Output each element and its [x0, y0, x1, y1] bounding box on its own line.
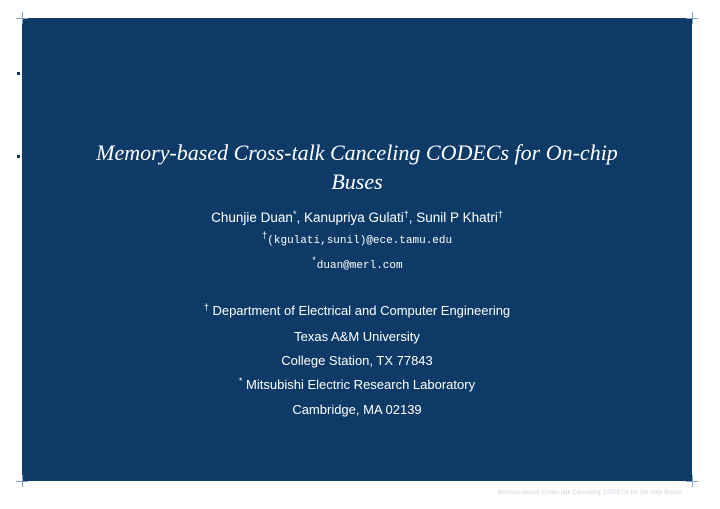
- email-mark: *: [311, 256, 317, 266]
- margin-dot: [17, 155, 20, 158]
- affiliation-line: [22, 329, 692, 344]
- affiliation-line: [22, 303, 692, 318]
- title-line-1: Memory-based Cross-talk Canceling CODECs for On-chip: [96, 140, 618, 165]
- affiliation-mark: †: [203, 302, 209, 312]
- crop-mark-top-right-v: [692, 12, 693, 24]
- affiliation-line: [22, 377, 692, 392]
- affiliation-text: Mitsubishi Electric Research Laboratory: [246, 377, 476, 392]
- affiliation-text: Department of Electrical and Computer Engineering: [212, 303, 511, 318]
- author-name: , Sunil P Khatri: [408, 210, 498, 225]
- margin-dot: [17, 72, 20, 75]
- author-name: , Kanupriya Gulati: [296, 210, 404, 225]
- affiliation-line: [22, 353, 692, 368]
- crop-mark-bottom-right-v: [692, 475, 693, 487]
- email-line: [22, 256, 692, 272]
- email-line: [22, 231, 692, 247]
- crop-mark-bottom-left-v: [22, 475, 23, 487]
- author-mark: †: [497, 209, 503, 219]
- title-line-2: Buses: [331, 169, 383, 194]
- affiliation-text: Cambridge, MA 02139: [292, 402, 422, 417]
- author-mark: *: [292, 209, 297, 219]
- email-mark: †: [261, 231, 268, 241]
- affiliation-text: College Station, TX 77843: [281, 353, 433, 368]
- author-mark: †: [403, 209, 409, 219]
- affiliation-line: [22, 402, 692, 417]
- affiliation-text: Texas A&M University: [294, 329, 420, 344]
- author-list: [22, 210, 692, 225]
- email-text: duan@merl.com: [316, 260, 403, 272]
- affiliation-mark: *: [238, 376, 243, 386]
- slide-title: [22, 138, 692, 196]
- email-text: (kgulati,sunil)@ece.tamu.edu: [267, 235, 453, 247]
- author-name: Chunjie Duan: [211, 210, 293, 225]
- footer-text: Memory-based Cross-talk Canceling CODECs for On-chip Buses: [497, 490, 682, 496]
- crop-mark-top-left-v: [22, 12, 23, 24]
